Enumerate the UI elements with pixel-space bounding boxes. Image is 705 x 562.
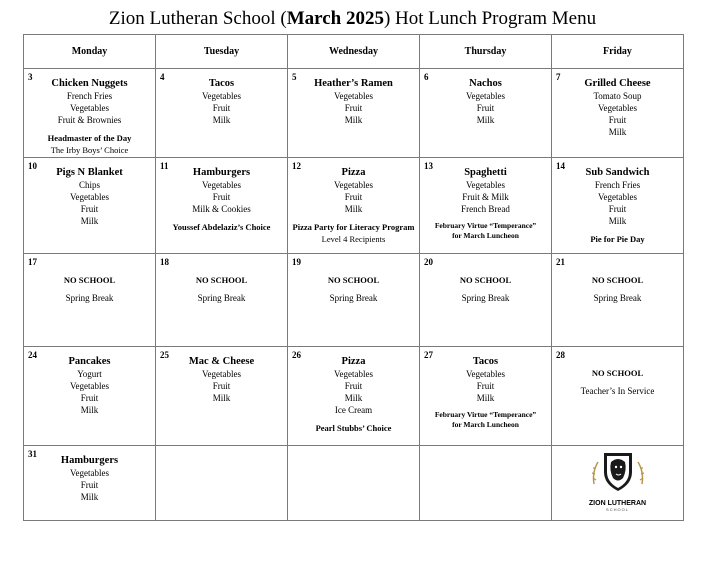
day-cell: [420, 347, 552, 446]
main-dish: Hamburgers: [60, 455, 119, 466]
day-number: 10: [28, 161, 37, 171]
side-item: Fruit: [80, 204, 99, 214]
main-dish: Grilled Cheese: [584, 78, 651, 89]
day-content: [24, 446, 155, 503]
side-item: Milk: [476, 115, 495, 125]
day-content: [156, 69, 287, 126]
main-dish: Mac & Cheese: [188, 356, 255, 367]
day-number: 4: [160, 72, 165, 82]
day-cell: [420, 69, 552, 158]
week-row: [24, 347, 684, 446]
side-item: Milk: [344, 115, 363, 125]
day-note-detail: The Irby Boys’ Choice: [50, 145, 129, 155]
day-content: [420, 347, 551, 430]
side-item: French Fries: [594, 180, 641, 190]
title-month: March 2025: [286, 8, 384, 29]
day-cell: [288, 69, 420, 158]
side-item: Fruit: [80, 393, 99, 403]
day-cell: [24, 254, 156, 347]
side-item: Chips: [78, 180, 100, 190]
side-item: Milk: [344, 393, 363, 403]
day-note: Pie for Pie Day: [590, 234, 645, 244]
main-dish: Tacos: [472, 356, 499, 367]
day-content: [420, 254, 551, 304]
side-item: Milk: [80, 216, 99, 226]
day-number: 28: [556, 350, 565, 360]
side-item: Vegetables: [202, 180, 241, 190]
main-dish: Pizza: [341, 356, 366, 367]
closure-reason: Spring Break: [461, 293, 510, 303]
day-content: [24, 254, 155, 304]
day-note: Pizza Party for Literacy Program: [292, 222, 415, 232]
side-item: Vegetables: [598, 192, 637, 202]
school-logo: [568, 450, 668, 512]
virtue-note: February Virtue “Temperance”: [434, 221, 537, 230]
side-item: Vegetables: [466, 180, 505, 190]
day-cell: [552, 158, 684, 254]
side-item: Vegetables: [70, 192, 109, 202]
day-content: [156, 254, 287, 304]
side-item: Yogurt: [77, 369, 102, 379]
side-item: Milk: [608, 216, 627, 226]
no-school-label: NO SCHOOL: [591, 275, 644, 285]
day-cell: [552, 69, 684, 158]
menu-calendar: [23, 34, 684, 521]
no-school-label: NO SCHOOL: [459, 275, 512, 285]
lion-shield-icon: [590, 450, 646, 494]
day-cell: [420, 446, 552, 521]
logo-name: ZION LUTHERAN: [588, 500, 647, 507]
main-dish: Tacos: [208, 78, 235, 89]
day-cell: [288, 158, 420, 254]
day-number: 11: [160, 161, 169, 171]
side-item: Fruit: [212, 381, 231, 391]
main-dish: Hamburgers: [192, 167, 251, 178]
main-dish: Heather’s Ramen: [314, 78, 393, 89]
day-content: [288, 347, 419, 434]
side-item: Fruit & Milk: [462, 192, 509, 202]
day-number: 13: [424, 161, 433, 171]
day-number: 6: [424, 72, 429, 82]
day-content: [288, 69, 419, 126]
day-cell: [420, 254, 552, 347]
side-item: Fruit: [212, 103, 231, 113]
day-cell: [156, 446, 288, 521]
virtue-note: February Virtue “Temperance”: [434, 410, 537, 419]
weekday-header: Wednesday: [288, 35, 420, 69]
day-content: [24, 69, 155, 156]
day-content: [288, 254, 419, 304]
day-cell: [24, 347, 156, 446]
day-number: 19: [292, 257, 301, 267]
side-item: Fruit: [212, 192, 231, 202]
side-item: Vegetables: [334, 369, 373, 379]
day-cell: [288, 347, 420, 446]
no-school-label: NO SCHOOL: [63, 275, 116, 285]
weekday-header: Monday: [24, 35, 156, 69]
side-item: Milk: [212, 115, 231, 125]
day-number: 18: [160, 257, 169, 267]
weekday-header: Thursday: [420, 35, 552, 69]
day-number: 7: [556, 72, 561, 82]
day-cell: [24, 446, 156, 521]
day-number: 14: [556, 161, 565, 171]
side-item: Ice Cream: [334, 405, 373, 415]
day-number: 31: [28, 449, 37, 459]
side-item: Fruit & Brownies: [57, 115, 122, 125]
day-content: [552, 254, 683, 304]
virtue-note: for March Luncheon: [452, 231, 519, 240]
week-row: [24, 446, 684, 521]
side-item: Fruit: [608, 115, 627, 125]
side-item: Vegetables: [598, 103, 637, 113]
side-item: Fruit: [344, 192, 363, 202]
weekday-header: Tuesday: [156, 35, 288, 69]
closure-reason: Spring Break: [65, 293, 114, 303]
day-cell: [552, 254, 684, 347]
title-suffix: ) Hot Lunch Program Menu: [383, 8, 597, 29]
closure-reason: Spring Break: [197, 293, 246, 303]
weekday-header-row: [24, 35, 684, 69]
day-content: [420, 158, 551, 241]
no-school-label: NO SCHOOL: [591, 368, 644, 378]
closure-reason: Spring Break: [593, 293, 642, 303]
main-dish: Chicken Nuggets: [51, 78, 128, 89]
main-dish: Pigs N Blanket: [56, 167, 123, 178]
day-cell: [552, 446, 684, 521]
side-item: Vegetables: [466, 91, 505, 101]
day-content: [24, 158, 155, 227]
closure-reason: Teacher’s In Service: [580, 386, 655, 396]
no-school-label: NO SCHOOL: [327, 275, 380, 285]
side-item: French Fries: [66, 91, 113, 101]
day-content: [552, 347, 683, 397]
side-item: Fruit: [608, 204, 627, 214]
main-dish: Pizza: [341, 167, 366, 178]
week-row: [24, 254, 684, 347]
side-item: Milk: [212, 393, 231, 403]
day-content: [420, 69, 551, 126]
side-item: Milk: [476, 393, 495, 403]
side-item: Milk & Cookies: [192, 204, 251, 214]
side-item: Fruit: [344, 103, 363, 113]
side-item: Milk: [344, 204, 363, 214]
no-school-label: NO SCHOOL: [195, 275, 248, 285]
page-title: [0, 8, 705, 30]
day-cell: [24, 69, 156, 158]
week-row: [24, 69, 684, 158]
logo-subtitle: SCHOOL: [606, 507, 629, 512]
day-cell: [288, 254, 420, 347]
main-dish: Nachos: [469, 78, 502, 89]
day-content: [156, 347, 287, 404]
day-note: Headmaster of the Day: [47, 133, 132, 143]
day-cell: [552, 347, 684, 446]
title-prefix: Zion Lutheran School (: [108, 8, 287, 29]
day-number: 24: [28, 350, 37, 360]
day-content: [24, 347, 155, 416]
side-item: Vegetables: [202, 91, 241, 101]
day-number: 17: [28, 257, 37, 267]
day-note-detail: Level 4 Recipients: [321, 234, 386, 244]
virtue-note: for March Luncheon: [452, 420, 519, 429]
side-item: Fruit: [344, 381, 363, 391]
day-number: 27: [424, 350, 433, 360]
day-cell: [156, 347, 288, 446]
day-cell: [156, 158, 288, 254]
side-item: Milk: [80, 405, 99, 415]
week-row: [24, 158, 684, 254]
side-item: Fruit: [80, 480, 99, 490]
day-number: 20: [424, 257, 433, 267]
side-item: French Bread: [461, 204, 510, 214]
side-item: Milk: [80, 492, 99, 502]
day-number: 21: [556, 257, 565, 267]
day-content: [552, 69, 683, 138]
day-cell: [288, 446, 420, 521]
day-cell: [420, 158, 552, 254]
day-note: Youssef Abdelaziz’s Choice: [172, 222, 271, 232]
day-number: 26: [292, 350, 301, 360]
day-cell: [156, 254, 288, 347]
side-item: Vegetables: [70, 103, 109, 113]
main-dish: Pancakes: [68, 356, 111, 367]
closure-reason: Spring Break: [329, 293, 378, 303]
side-item: Milk: [608, 127, 627, 137]
day-cell: [156, 69, 288, 158]
main-dish: Sub Sandwich: [585, 167, 650, 178]
weekday-header: Friday: [552, 35, 684, 69]
day-content: [552, 158, 683, 245]
day-number: 25: [160, 350, 169, 360]
day-cell: [24, 158, 156, 254]
side-item: Tomato Soup: [593, 91, 642, 101]
day-content: [288, 158, 419, 245]
day-number: 3: [28, 72, 33, 82]
side-item: Vegetables: [70, 381, 109, 391]
day-note: Pearl Stubbs’ Choice: [315, 423, 392, 433]
side-item: Vegetables: [466, 369, 505, 379]
side-item: Vegetables: [334, 180, 373, 190]
side-item: Vegetables: [70, 468, 109, 478]
side-item: Vegetables: [202, 369, 241, 379]
day-number: 5: [292, 72, 297, 82]
main-dish: Spaghetti: [464, 167, 507, 178]
side-item: Fruit: [476, 103, 495, 113]
side-item: Fruit: [476, 381, 495, 391]
day-number: 12: [292, 161, 301, 171]
side-item: Vegetables: [334, 91, 373, 101]
day-content: [156, 158, 287, 233]
